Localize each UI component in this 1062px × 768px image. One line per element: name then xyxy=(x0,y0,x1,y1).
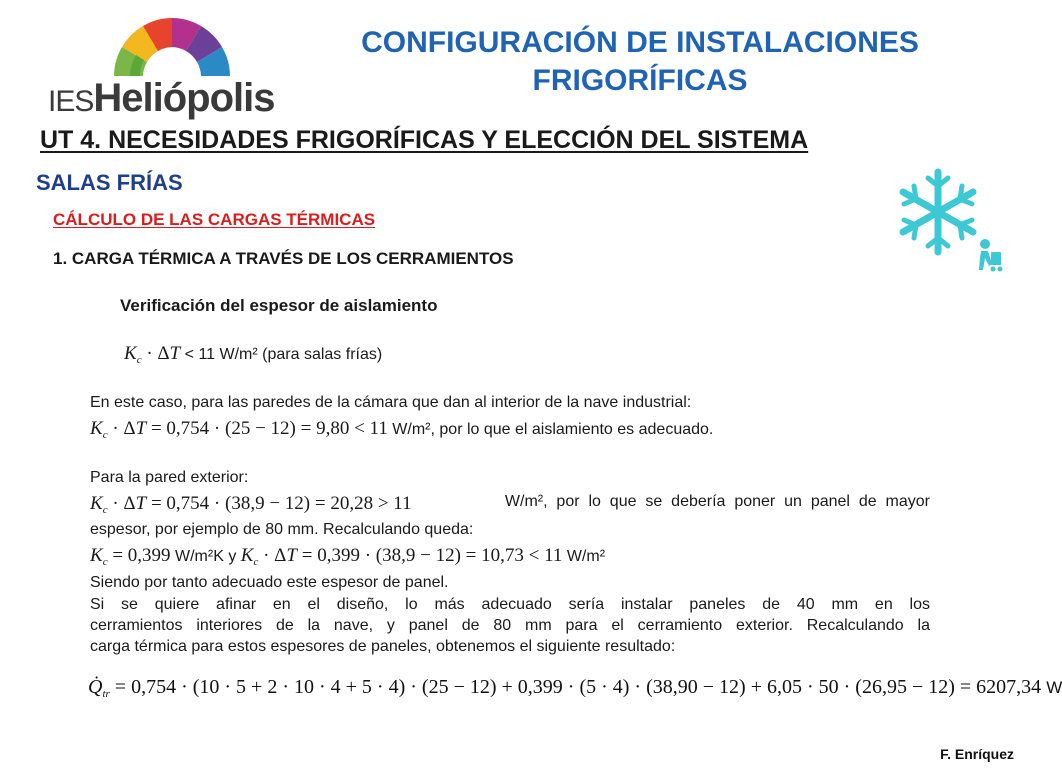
page-title xyxy=(300,24,980,100)
p1-equation-line: $K_c \cdot \Delta T = 0,754 \cdot (25 - 12) = 9,80 < 11$ W/m², por lo que el aislamiento es adecuado. xyxy=(90,418,714,441)
subsection-title: CÁLCULO DE LAS CARGAS TÉRMICAS xyxy=(53,210,376,229)
q-dot-tr-symbol: $Q̇_{tr}$ xyxy=(88,676,110,700)
school-logo xyxy=(22,14,275,120)
p2-tail: W/m², por lo que se debería poner un panel de mayor xyxy=(504,493,930,510)
logo-name: Heliópolis xyxy=(93,76,275,120)
condition-text: < 11 W/m² (para salas frías) xyxy=(184,346,383,363)
p5-line-1: Si se quiere afinar en el diseño, lo más adecuado sería instalar paneles de 40 mm en los xyxy=(90,596,930,613)
p3-tail: W/m² xyxy=(566,548,606,565)
p5-line-2: cerramientos interiores de la nave, y panel de 80 mm para el cerramiento exterior. Recalculando la xyxy=(90,617,930,634)
p1-tail: W/m², por lo que el aislamiento es adecuado. xyxy=(392,421,714,438)
logo-ies: IES xyxy=(48,85,94,118)
p3-equation: = 0,399 · (38,9 − 12) = 10,73 < 11 xyxy=(301,545,563,566)
unit-title: UT 4. NECESIDADES FRIGORÍFICAS Y ELECCIÓN DEL SISTEMA xyxy=(40,126,809,154)
title-line-2: FRIGORÍFICAS xyxy=(532,64,748,97)
snowflake-icon xyxy=(888,166,1008,278)
p5-line-3: carga térmica para estos espesores de paneles, obtenemos el siguiente resultado: xyxy=(90,638,676,655)
person-cart-icon xyxy=(979,239,1003,272)
p3-line: $K_c = 0,399$ W/m²K y $K_c \cdot \Delta T = 0,399 \cdot (38,9 - 12) = 10,73 < 11$ W/m² xyxy=(90,545,606,568)
final-equation: = 0,754 · (10 · 5 + 2 · 10 · 4 + 5 · 4) · (25 − 12) + 0,399 · (5 · 4) · (38,90 − 12) + 6,05 · 50 · (26,95 − 12) = 6207,34 xyxy=(114,676,1042,698)
p2-equation-line: $K_c \cdot \Delta T = 0,754 \cdot (38,9 - 12) = 20,28 > 11$ W/m², por lo que se debería poner un panel de mayor xyxy=(90,493,930,516)
p3-kc-value: = 0,399 xyxy=(112,545,171,566)
final-unit: W xyxy=(1046,678,1062,697)
logo-wordmark xyxy=(48,76,275,121)
verification-heading: Verificación del espesor de aislamiento xyxy=(120,296,438,315)
p2-equation: = 0,754 · (38,9 − 12) = 20,28 > 11 xyxy=(150,493,412,514)
rainbow-fan-icon xyxy=(22,14,252,84)
item-title: 1. CARGA TÉRMICA A TRAVÉS DE LOS CERRAMIENTOS xyxy=(53,249,514,268)
p2-intro: Para la pared exterior: xyxy=(90,469,249,486)
title-line-1: CONFIGURACIÓN DE INSTALACIONES xyxy=(361,26,919,59)
p2-continuation: espesor, por ejemplo de 80 mm. Recalculando queda: xyxy=(90,521,474,538)
section-title: SALAS FRÍAS xyxy=(36,170,183,195)
p4: Siendo por tanto adecuado este espesor de panel. xyxy=(90,574,449,591)
p1-equation: = 0,754 · (25 − 12) = 9,80 < 11 xyxy=(150,418,388,439)
kc-dt-symbol: $K_c \cdot \Delta T$ xyxy=(124,343,181,366)
author-credit: F. Enríquez xyxy=(940,746,1014,762)
p3-mid: W/m²K y xyxy=(175,548,237,565)
p1-intro: En este caso, para las paredes de la cámara que dan al interior de la nave industrial: xyxy=(90,394,692,411)
condition-line xyxy=(124,343,382,366)
final-formula xyxy=(88,676,1062,700)
